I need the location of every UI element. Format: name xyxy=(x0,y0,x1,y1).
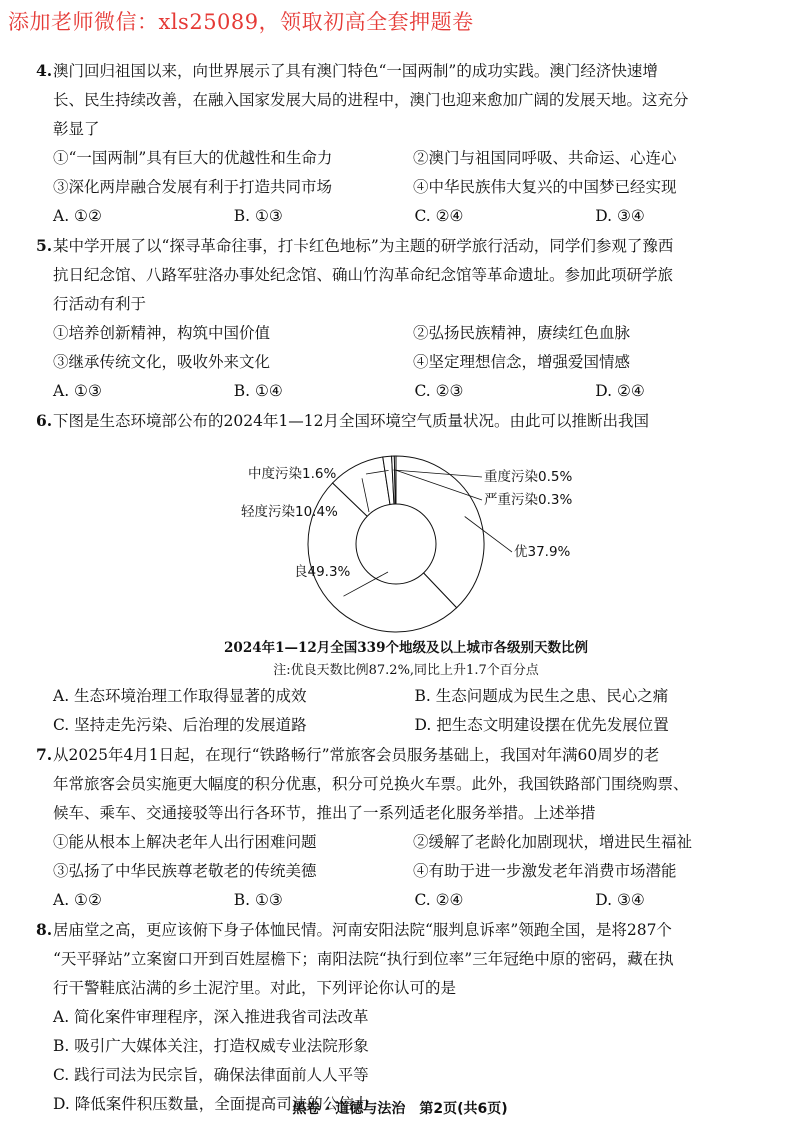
promo-banner: 添加老师微信：xls25089，领取初高全套押题卷 xyxy=(8,10,474,34)
question-number: 7. xyxy=(36,745,53,764)
question-number: 4. xyxy=(36,61,53,80)
donut-hole xyxy=(356,504,436,584)
question-4 xyxy=(36,56,776,231)
statement-option: ④中华民族伟大复兴的中国梦已经实现 xyxy=(413,178,677,196)
statement-option: ①能从根本上解决老年人出行困难问题 xyxy=(53,833,317,851)
answer-choice-a: A. ①② xyxy=(53,207,102,225)
label-good: 良49.3% xyxy=(294,564,351,580)
question-8 xyxy=(36,915,776,1119)
answer-choice-d: D. ②④ xyxy=(595,382,645,400)
question-stem: 从2025年4月1日起，在现行“铁路畅行”常旅客会员服务基础上，我国对年满60周岁的老 xyxy=(53,746,660,764)
question-7 xyxy=(36,740,776,915)
statement-option: ③弘扬了中华民族尊老敬老的传统美德 xyxy=(53,862,317,880)
label-light-pollution: 轻度污染10.4% xyxy=(241,504,338,520)
answer-choice-a: A. 生态环境治理工作取得显著的成效 xyxy=(53,687,307,705)
question-stem: “天平驿站”立案窗口开到百姓屋檐下；南阳法院“执行到位率”三年冠绝中原的密码，藏在执 xyxy=(53,950,674,968)
answer-choice-b: B. 生态问题成为民生之患、民心之痛 xyxy=(414,687,669,705)
statement-option: ④坚定理想信念，增强爱国情感 xyxy=(413,353,631,371)
answer-choice-a: A. ①③ xyxy=(53,382,102,400)
answer-choice-c: C. ②④ xyxy=(414,207,464,225)
answer-choice-c: C. ②③ xyxy=(414,382,464,400)
question-stem: 长、民生持续改善，在融入国家发展大局的进程中，澳门也迎来愈加广阔的发展天地。这充分 xyxy=(53,91,689,109)
question-stem: 行活动有利于 xyxy=(53,295,147,313)
answer-choice-d: D. ③④ xyxy=(595,891,645,909)
statement-option: ②弘扬民族精神，赓续红色血脉 xyxy=(413,324,631,342)
air-quality-chart xyxy=(36,436,776,636)
question-stem: 居庙堂之高，更应该俯下身子体恤民情。河南安阳法院“服判息诉率”领跑全国，是将287个 xyxy=(53,921,672,939)
answer-choice-b: B. ①③ xyxy=(233,207,283,225)
exam-content xyxy=(36,56,776,1119)
question-stem: 下图是生态环境部公布的2024年1—12月全国环境空气质量状况。由此可以推断出我国 xyxy=(53,412,650,430)
answer-choice-a: A. 简化案件审理程序，深入推进我省司法改革 xyxy=(53,1008,369,1026)
label-severe-pollution: 严重污染0.3% xyxy=(484,492,573,508)
question-number: 6. xyxy=(36,411,53,430)
question-stem: 澳门回归祖国以来，向世界展示了具有澳门特色“一国两制”的成功实践。澳门经济快速增 xyxy=(53,62,658,80)
answer-choice-c: C. 坚持走先污染、后治理的发展道路 xyxy=(53,716,307,734)
answer-choice-a: A. ①② xyxy=(53,891,102,909)
question-stem: 彰显了 xyxy=(53,120,100,138)
answer-choice-c: C. ②④ xyxy=(414,891,464,909)
question-stem: 抗日纪念馆、八路军驻洛办事处纪念馆、确山竹沟革命纪念馆等革命遗址。参加此项研学旅 xyxy=(53,266,674,284)
answer-choice-b: B. ①④ xyxy=(233,382,283,400)
question-number: 5. xyxy=(36,236,53,255)
statement-option: ②澳门与祖国同呼吸、共命运、心连心 xyxy=(413,149,677,167)
question-5 xyxy=(36,231,776,406)
statement-option: ④有助于进一步激发老年消费市场潜能 xyxy=(413,862,677,880)
answer-choice-d: D. 把生态文明建设摆在优先发展位置 xyxy=(414,716,669,734)
question-stem: 行干警鞋底沾满的乡土泥泞里。对此，下列评论你认可的是 xyxy=(53,979,457,997)
chart-title: 2024年1—12月全国339个地级及以上城市各级别天数比例 xyxy=(224,640,588,656)
chart-note: 注:优良天数比例87.2%,同比上升1.7个百分点 xyxy=(273,663,539,678)
answer-choice-c: C. 践行司法为民宗旨，确保法律面前人人平等 xyxy=(53,1066,369,1084)
answer-choice-b: B. ①③ xyxy=(233,891,283,909)
page-footer: 黑卷 · 道德与法治 第2页(共6页) xyxy=(292,1101,508,1117)
answer-choice-d: D. ③④ xyxy=(595,207,645,225)
question-stem: 候车、乘车、交通接驳等出行各环节，推出了一系列适老化服务举措。上述举措 xyxy=(53,804,596,822)
question-6 xyxy=(36,406,776,740)
answer-choice-d: D. 降低案件积压数量，全面提高司法的公信力 xyxy=(53,1095,370,1113)
statement-option: ①“一国两制”具有巨大的优越性和生命力 xyxy=(53,149,333,167)
question-number: 8. xyxy=(36,920,53,939)
statement-option: ②缓解了老龄化加剧现状，增进民生福祉 xyxy=(413,833,693,851)
question-stem: 年常旅客会员实施更大幅度的积分优惠，积分可兑换火车票。此外，我国铁路部门围绕购票、 xyxy=(53,775,689,793)
label-moderate-pollution: 中度污染1.6% xyxy=(248,466,337,482)
statement-option: ①培养创新精神，构筑中国价值 xyxy=(53,324,271,342)
answer-choice-b: B. 吸引广大媒体关注，打造权威专业法院形象 xyxy=(53,1037,369,1055)
statement-option: ③深化两岸融合发展有利于打造共同市场 xyxy=(53,178,333,196)
donut-chart-svg xyxy=(36,436,776,636)
label-excellent: 优37.9% xyxy=(514,544,571,560)
statement-option: ③继承传统文化，吸收外来文化 xyxy=(53,353,271,371)
question-stem: 某中学开展了以“探寻革命往事，打卡红色地标”为主题的研学旅行活动，同学们参观了豫西 xyxy=(53,237,674,255)
label-heavy-pollution: 重度污染0.5% xyxy=(484,469,573,485)
